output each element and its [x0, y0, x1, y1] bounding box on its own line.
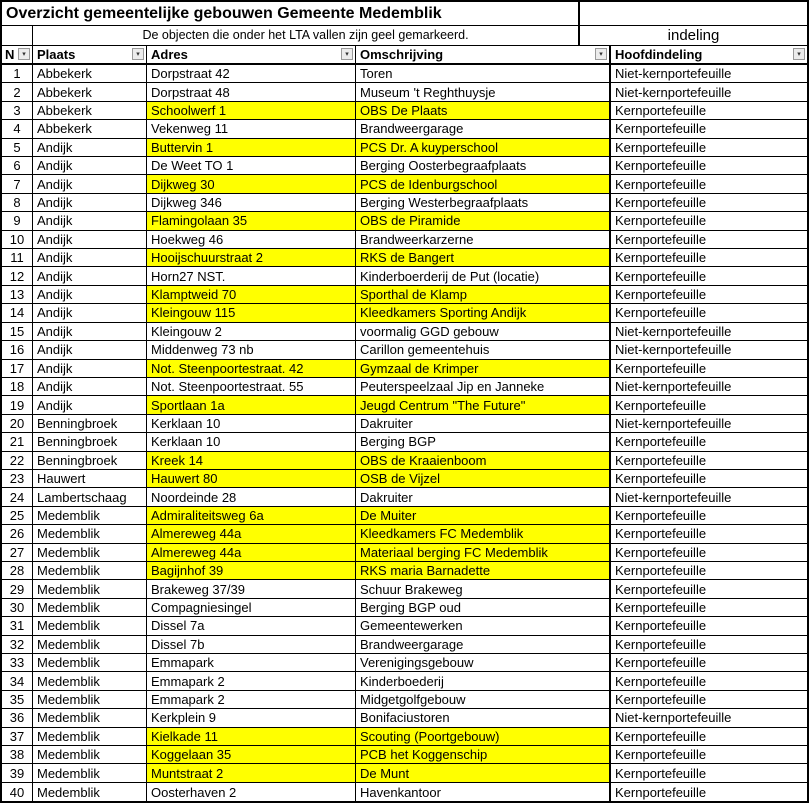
- cell-omschrijving[interactable]: Kleedkamers FC Medemblik: [356, 525, 611, 543]
- table-row: [2, 488, 807, 506]
- cell-adres[interactable]: Dijkweg 30: [147, 175, 356, 193]
- cell-plaats[interactable]: Medemblik: [33, 783, 147, 801]
- cell-adres[interactable]: Kerkplein 9: [147, 709, 356, 727]
- cell-adres[interactable]: Kleingouw 2: [147, 323, 356, 341]
- cell-plaats[interactable]: Medemblik: [33, 764, 147, 782]
- cell-adres[interactable]: Dissel 7a: [147, 617, 356, 635]
- cell-omschrijving[interactable]: Toren: [356, 65, 611, 83]
- filter-dropdown-icon[interactable]: ▾: [341, 48, 353, 60]
- cell-adres[interactable]: Kielkade 11: [147, 728, 356, 746]
- indeling-label[interactable]: indeling: [580, 26, 807, 46]
- cell-omschrijving[interactable]: Havenkantoor: [356, 783, 611, 801]
- cell-adres[interactable]: Kreek 14: [147, 452, 356, 470]
- cell-row-number[interactable]: 27: [2, 544, 33, 562]
- cell-adres[interactable]: Sportlaan 1a: [147, 396, 356, 414]
- cell-row-number[interactable]: 40: [2, 783, 33, 801]
- cell-hoofdindeling[interactable]: Kernportefeuille: [611, 433, 807, 451]
- cell-plaats[interactable]: Andijk: [33, 286, 147, 304]
- column-header-hoofdindeling-label: Hoofdindeling: [615, 47, 703, 62]
- table-row: [2, 249, 807, 267]
- cell-omschrijving[interactable]: PCB het Koggenschip: [356, 746, 611, 764]
- cell-omschrijving[interactable]: OBS De Plaats: [356, 102, 611, 120]
- cell-row-number[interactable]: 16: [2, 341, 33, 359]
- cell-hoofdindeling[interactable]: Kernportefeuille: [611, 120, 807, 138]
- cell-plaats[interactable]: Andijk: [33, 249, 147, 267]
- table-row: [2, 396, 807, 414]
- cell-adres[interactable]: Not. Steenpoortestraat. 42: [147, 360, 356, 378]
- cell-plaats[interactable]: Abbekerk: [33, 83, 147, 101]
- cell-plaats[interactable]: Benningbroek: [33, 452, 147, 470]
- table-row: [2, 360, 807, 378]
- cell-hoofdindeling[interactable]: Kernportefeuille: [611, 764, 807, 782]
- cell-plaats[interactable]: Medemblik: [33, 599, 147, 617]
- table-row: [2, 304, 807, 322]
- cell-hoofdindeling[interactable]: Kernportefeuille: [611, 580, 807, 598]
- cell-plaats[interactable]: Medemblik: [33, 636, 147, 654]
- table-row: [2, 120, 807, 138]
- cell-plaats[interactable]: Abbekerk: [33, 120, 147, 138]
- cell-adres[interactable]: Emmapark 2: [147, 691, 356, 709]
- cell-omschrijving[interactable]: OBS de Piramide: [356, 212, 611, 230]
- filter-dropdown-icon[interactable]: ▾: [793, 48, 805, 60]
- cell-row-number[interactable]: 23: [2, 470, 33, 488]
- cell-plaats[interactable]: Andijk: [33, 231, 147, 249]
- cell-adres[interactable]: Dissel 7b: [147, 636, 356, 654]
- cell-plaats[interactable]: Abbekerk: [33, 102, 147, 120]
- cell-adres[interactable]: Horn27 NST.: [147, 267, 356, 285]
- cell-adres[interactable]: Dorpstraat 48: [147, 83, 356, 101]
- cell-adres[interactable]: Compagniesingel: [147, 599, 356, 617]
- cell-row-number[interactable]: 7: [2, 175, 33, 193]
- page-title[interactable]: Overzicht gemeentelijke gebouwen Gemeente Medemblik: [2, 2, 580, 26]
- column-header-plaats[interactable]: [33, 46, 147, 65]
- cell-omschrijving[interactable]: Berging BGP oud: [356, 599, 611, 617]
- cell-row-number[interactable]: 33: [2, 654, 33, 672]
- table-row: [2, 157, 807, 175]
- cell-omschrijving[interactable]: Kinderboerderij de Put (locatie): [356, 267, 611, 285]
- cell-hoofdindeling[interactable]: Niet-kernportefeuille: [611, 488, 807, 506]
- cell-adres[interactable]: Koggelaan 35: [147, 746, 356, 764]
- cell-plaats[interactable]: Andijk: [33, 194, 147, 212]
- cell-row-number[interactable]: 35: [2, 691, 33, 709]
- column-header-row: [2, 46, 807, 65]
- cell-plaats[interactable]: Medemblik: [33, 507, 147, 525]
- cell-row-number[interactable]: 19: [2, 396, 33, 414]
- table-row: [2, 231, 807, 249]
- cell-omschrijving[interactable]: OBS de Kraaienboom: [356, 452, 611, 470]
- cell-plaats[interactable]: Medemblik: [33, 691, 147, 709]
- cell-hoofdindeling[interactable]: Kernportefeuille: [611, 507, 807, 525]
- table-row: [2, 783, 807, 801]
- cell-omschrijving[interactable]: Gymzaal de Krimper: [356, 360, 611, 378]
- cell-omschrijving[interactable]: Brandweergarage: [356, 636, 611, 654]
- cell-omschrijving[interactable]: Museum 't Reghthuysje: [356, 83, 611, 101]
- table-row: [2, 175, 807, 193]
- cell-omschrijving[interactable]: Sporthal de Klamp: [356, 286, 611, 304]
- cell-adres[interactable]: Dorpstraat 42: [147, 65, 356, 83]
- cell-hoofdindeling[interactable]: Niet-kernportefeuille: [611, 415, 807, 433]
- cell-plaats[interactable]: Lambertschaag: [33, 488, 147, 506]
- cell-adres[interactable]: Oosterhaven 2: [147, 783, 356, 801]
- cell-row-number[interactable]: 15: [2, 323, 33, 341]
- cell-hoofdindeling[interactable]: Kernportefeuille: [611, 525, 807, 543]
- cell-hoofdindeling[interactable]: Kernportefeuille: [611, 728, 807, 746]
- table-row: [2, 544, 807, 562]
- table-row: [2, 139, 807, 157]
- cell-hoofdindeling[interactable]: Niet-kernportefeuille: [611, 341, 807, 359]
- cell-omschrijving[interactable]: Verenigingsgebouw: [356, 654, 611, 672]
- table-row: [2, 102, 807, 120]
- table-row: [2, 764, 807, 782]
- table-row: [2, 525, 807, 543]
- cell-adres[interactable]: Hauwert 80: [147, 470, 356, 488]
- filter-dropdown-icon[interactable]: ▾: [18, 48, 30, 60]
- cell-hoofdindeling[interactable]: Niet-kernportefeuille: [611, 65, 807, 83]
- cell-hoofdindeling[interactable]: Kernportefeuille: [611, 102, 807, 120]
- cell-omschrijving[interactable]: Dakruiter: [356, 488, 611, 506]
- cell-omschrijving[interactable]: Brandweerkarzerne: [356, 231, 611, 249]
- cell-row-number[interactable]: 9: [2, 212, 33, 230]
- cell-adres[interactable]: Vekenweg 11: [147, 120, 356, 138]
- column-header-omschrijving[interactable]: [356, 46, 611, 65]
- cell-row-number[interactable]: 10: [2, 231, 33, 249]
- cell-adres[interactable]: Klamptweid 70: [147, 286, 356, 304]
- cell-plaats[interactable]: Andijk: [33, 267, 147, 285]
- table-row: [2, 636, 807, 654]
- cell-adres[interactable]: Emmapark: [147, 654, 356, 672]
- cell-omschrijving[interactable]: De Munt: [356, 764, 611, 782]
- table-row: [2, 654, 807, 672]
- table-row: [2, 746, 807, 764]
- column-header-adres-label: Adres: [151, 47, 188, 62]
- cell-hoofdindeling[interactable]: Kernportefeuille: [611, 672, 807, 690]
- cell-row-number[interactable]: 13: [2, 286, 33, 304]
- cell-adres[interactable]: Almereweg 44a: [147, 544, 356, 562]
- column-header-plaats-label: Plaats: [37, 47, 76, 62]
- cell-row-number[interactable]: 24: [2, 488, 33, 506]
- cell-plaats[interactable]: Medemblik: [33, 728, 147, 746]
- cell-adres[interactable]: Hoekweg 46: [147, 231, 356, 249]
- cell-adres[interactable]: Noordeinde 28: [147, 488, 356, 506]
- column-header-hoofdindeling[interactable]: [611, 46, 807, 65]
- cell-omschrijving[interactable]: Berging BGP: [356, 433, 611, 451]
- cell-hoofdindeling[interactable]: Kernportefeuille: [611, 360, 807, 378]
- cell-plaats[interactable]: Andijk: [33, 341, 147, 359]
- cell-omschrijving[interactable]: Carillon gemeentehuis: [356, 341, 611, 359]
- cell-omschrijving[interactable]: RKS maria Barnadette: [356, 562, 611, 580]
- cell-hoofdindeling[interactable]: Kernportefeuille: [611, 212, 807, 230]
- cell-omschrijving[interactable]: Materiaal berging FC Medemblik: [356, 544, 611, 562]
- cell-omschrijving[interactable]: Gemeentewerken: [356, 617, 611, 635]
- cell-row-number[interactable]: 37: [2, 728, 33, 746]
- table-row: [2, 433, 807, 451]
- cell-row-number[interactable]: 26: [2, 525, 33, 543]
- cell-omschrijving[interactable]: OSB de Vijzel: [356, 470, 611, 488]
- cell-row-number[interactable]: 38: [2, 746, 33, 764]
- cell-plaats[interactable]: Abbekerk: [33, 65, 147, 83]
- cell-hoofdindeling[interactable]: Kernportefeuille: [611, 157, 807, 175]
- cell-row-number[interactable]: 17: [2, 360, 33, 378]
- cell-row-number[interactable]: 28: [2, 562, 33, 580]
- cell-row-number[interactable]: 6: [2, 157, 33, 175]
- cell-row-number[interactable]: 31: [2, 617, 33, 635]
- cell-omschrijving[interactable]: Scouting (Poortgebouw): [356, 728, 611, 746]
- cell-omschrijving[interactable]: Jeugd Centrum "The Future": [356, 396, 611, 414]
- table-row: [2, 507, 807, 525]
- table-row: [2, 470, 807, 488]
- table-row: [2, 709, 807, 727]
- cell-omschrijving[interactable]: PCS Dr. A kuyperschool: [356, 139, 611, 157]
- cell-plaats[interactable]: Andijk: [33, 212, 147, 230]
- column-header-n[interactable]: [2, 46, 33, 65]
- cell-row-number[interactable]: 20: [2, 415, 33, 433]
- cell-plaats[interactable]: Medemblik: [33, 709, 147, 727]
- cell-hoofdindeling[interactable]: Kernportefeuille: [611, 599, 807, 617]
- cell-adres[interactable]: Emmapark 2: [147, 672, 356, 690]
- cell-plaats[interactable]: Medemblik: [33, 746, 147, 764]
- cell-hoofdindeling[interactable]: Kernportefeuille: [611, 231, 807, 249]
- table-row: [2, 452, 807, 470]
- cell-row-number[interactable]: 18: [2, 378, 33, 396]
- cell-row-number[interactable]: 2: [2, 83, 33, 101]
- cell-omschrijving[interactable]: Brandweergarage: [356, 120, 611, 138]
- subtitle[interactable]: De objecten die onder het LTA vallen zijn geel gemarkeerd.: [33, 26, 580, 46]
- cell-row-number[interactable]: 29: [2, 580, 33, 598]
- cell-adres[interactable]: Bagijnhof 39: [147, 562, 356, 580]
- column-header-omschrijving-label: Omschrijving: [360, 47, 444, 62]
- cell-adres[interactable]: Kerklaan 10: [147, 415, 356, 433]
- table-row: [2, 65, 807, 83]
- cell-hoofdindeling[interactable]: Kernportefeuille: [611, 636, 807, 654]
- table-row: [2, 672, 807, 690]
- cell-plaats[interactable]: Medemblik: [33, 562, 147, 580]
- cell-row-number[interactable]: 36: [2, 709, 33, 727]
- cell-hoofdindeling[interactable]: Kernportefeuille: [611, 267, 807, 285]
- cell-adres[interactable]: Schoolwerf 1: [147, 102, 356, 120]
- cell-row-number[interactable]: 3: [2, 102, 33, 120]
- cell-omschrijving[interactable]: Dakruiter: [356, 415, 611, 433]
- title-empty-cell[interactable]: [580, 2, 807, 26]
- cell-adres[interactable]: Almereweg 44a: [147, 525, 356, 543]
- cell-plaats[interactable]: Andijk: [33, 323, 147, 341]
- cell-plaats[interactable]: Benningbroek: [33, 433, 147, 451]
- column-header-adres[interactable]: [147, 46, 356, 65]
- cell-omschrijving[interactable]: De Muiter: [356, 507, 611, 525]
- cell-row-number[interactable]: 34: [2, 672, 33, 690]
- cell-adres[interactable]: De Weet TO 1: [147, 157, 356, 175]
- cell-row-number[interactable]: 14: [2, 304, 33, 322]
- table-row: [2, 323, 807, 341]
- cell-adres[interactable]: Admiraliteitsweg 6a: [147, 507, 356, 525]
- cell-hoofdindeling[interactable]: Niet-kernportefeuille: [611, 323, 807, 341]
- cell-hoofdindeling[interactable]: Kernportefeuille: [611, 691, 807, 709]
- cell-omschrijving[interactable]: Berging Oosterbegraafplaats: [356, 157, 611, 175]
- cell-plaats[interactable]: Hauwert: [33, 470, 147, 488]
- table-row: [2, 286, 807, 304]
- cell-adres[interactable]: Flamingolaan 35: [147, 212, 356, 230]
- table-row: [2, 341, 807, 359]
- cell-adres[interactable]: Middenweg 73 nb: [147, 341, 356, 359]
- table-row: [2, 415, 807, 433]
- cell-omschrijving[interactable]: Berging Westerbegraafplaats: [356, 194, 611, 212]
- cell-plaats[interactable]: Andijk: [33, 396, 147, 414]
- table-row: [2, 83, 807, 101]
- cell-plaats[interactable]: Medemblik: [33, 672, 147, 690]
- cell-row-number[interactable]: 32: [2, 636, 33, 654]
- cell-row-number[interactable]: 21: [2, 433, 33, 451]
- column-header-n-label: N: [5, 47, 15, 62]
- cell-hoofdindeling[interactable]: Kernportefeuille: [611, 286, 807, 304]
- cell-row-number[interactable]: 25: [2, 507, 33, 525]
- cell-hoofdindeling[interactable]: Kernportefeuille: [611, 562, 807, 580]
- table-row: [2, 580, 807, 598]
- cell-omschrijving[interactable]: Midgetgolfgebouw: [356, 691, 611, 709]
- cell-adres[interactable]: Buttervin 1: [147, 139, 356, 157]
- cell-hoofdindeling[interactable]: Kernportefeuille: [611, 470, 807, 488]
- cell-hoofdindeling[interactable]: Kernportefeuille: [611, 617, 807, 635]
- cell-omschrijving[interactable]: PCS de Idenburgschool: [356, 175, 611, 193]
- cell-hoofdindeling[interactable]: Niet-kernportefeuille: [611, 378, 807, 396]
- cell-plaats[interactable]: Benningbroek: [33, 415, 147, 433]
- cell-plaats[interactable]: Andijk: [33, 304, 147, 322]
- cell-adres[interactable]: Kerklaan 10: [147, 433, 356, 451]
- cell-hoofdindeling[interactable]: Kernportefeuille: [611, 304, 807, 322]
- cell-row-number[interactable]: 39: [2, 764, 33, 782]
- cell-plaats[interactable]: Andijk: [33, 360, 147, 378]
- cell-omschrijving[interactable]: Kleedkamers Sporting Andijk: [356, 304, 611, 322]
- cell-row-number[interactable]: 4: [2, 120, 33, 138]
- cell-row-number[interactable]: 11: [2, 249, 33, 267]
- cell-plaats[interactable]: Medemblik: [33, 525, 147, 543]
- cell-adres[interactable]: Brakeweg 37/39: [147, 580, 356, 598]
- cell-omschrijving[interactable]: RKS de Bangert: [356, 249, 611, 267]
- table-row: [2, 378, 807, 396]
- subtitle-blank-cell[interactable]: [2, 26, 33, 46]
- cell-row-number[interactable]: 1: [2, 65, 33, 83]
- cell-adres[interactable]: Kleingouw 115: [147, 304, 356, 322]
- title-row: [2, 2, 807, 26]
- cell-row-number[interactable]: 12: [2, 267, 33, 285]
- cell-omschrijving[interactable]: voormalig GGD gebouw: [356, 323, 611, 341]
- table-row: [2, 194, 807, 212]
- cell-plaats[interactable]: Andijk: [33, 139, 147, 157]
- table-row: [2, 267, 807, 285]
- cell-hoofdindeling[interactable]: Kernportefeuille: [615, 784, 707, 800]
- filter-dropdown-icon[interactable]: ▾: [595, 48, 607, 60]
- table-body: [2, 65, 807, 801]
- cell-hoofdindeling[interactable]: Kernportefeuille: [611, 544, 807, 562]
- cell-hoofdindeling[interactable]: Kernportefeuille: [611, 396, 807, 414]
- table-row: [2, 562, 807, 580]
- cell-plaats[interactable]: Medemblik: [33, 617, 147, 635]
- cell-row-number[interactable]: 5: [2, 139, 33, 157]
- cell-adres[interactable]: Dijkweg 346: [147, 194, 356, 212]
- cell-hoofdindeling[interactable]: Kernportefeuille: [611, 746, 807, 764]
- table-row: [2, 599, 807, 617]
- table-row: [2, 728, 807, 746]
- cell-adres[interactable]: Hooijschuurstraat 2: [147, 249, 356, 267]
- cell-omschrijving[interactable]: Kinderboederij: [356, 672, 611, 690]
- cell-plaats[interactable]: Andijk: [33, 378, 147, 396]
- cell-adres[interactable]: Muntstraat 2: [147, 764, 356, 782]
- cell-omschrijving[interactable]: Bonifaciustoren: [356, 709, 611, 727]
- cell-plaats[interactable]: Andijk: [33, 175, 147, 193]
- cell-plaats[interactable]: Medemblik: [33, 654, 147, 672]
- filter-dropdown-icon[interactable]: ▾: [132, 48, 144, 60]
- cell-hoofdindeling[interactable]: Niet-kernportefeuille: [611, 709, 807, 727]
- cell-hoofdindeling[interactable]: Niet-kernportefeuille: [611, 83, 807, 101]
- cell-plaats[interactable]: Medemblik: [33, 544, 147, 562]
- table-row: [2, 691, 807, 709]
- cell-hoofdindeling[interactable]: Kernportefeuille: [611, 654, 807, 672]
- cell-hoofdindeling[interactable]: Kernportefeuille: [611, 139, 807, 157]
- cell-row-number[interactable]: 8: [2, 194, 33, 212]
- cell-hoofdindeling[interactable]: Kernportefeuille: [611, 452, 807, 470]
- cell-adres[interactable]: Not. Steenpoortestraat. 55: [147, 378, 356, 396]
- table-row: [2, 212, 807, 230]
- subtitle-row: [2, 26, 807, 46]
- cell-row-number[interactable]: 22: [2, 452, 33, 470]
- cell-plaats[interactable]: Andijk: [33, 157, 147, 175]
- table-row: [2, 617, 807, 635]
- cell-hoofdindeling[interactable]: Kernportefeuille: [611, 175, 807, 193]
- cell-plaats[interactable]: Medemblik: [33, 580, 147, 598]
- cell-row-number[interactable]: 30: [2, 599, 33, 617]
- cell-omschrijving[interactable]: Peuterspeelzaal Jip en Janneke: [356, 378, 611, 396]
- cell-hoofdindeling[interactable]: Kernportefeuille: [611, 194, 807, 212]
- cell-omschrijving[interactable]: Schuur Brakeweg: [356, 580, 611, 598]
- cell-hoofdindeling[interactable]: Kernportefeuille: [611, 249, 807, 267]
